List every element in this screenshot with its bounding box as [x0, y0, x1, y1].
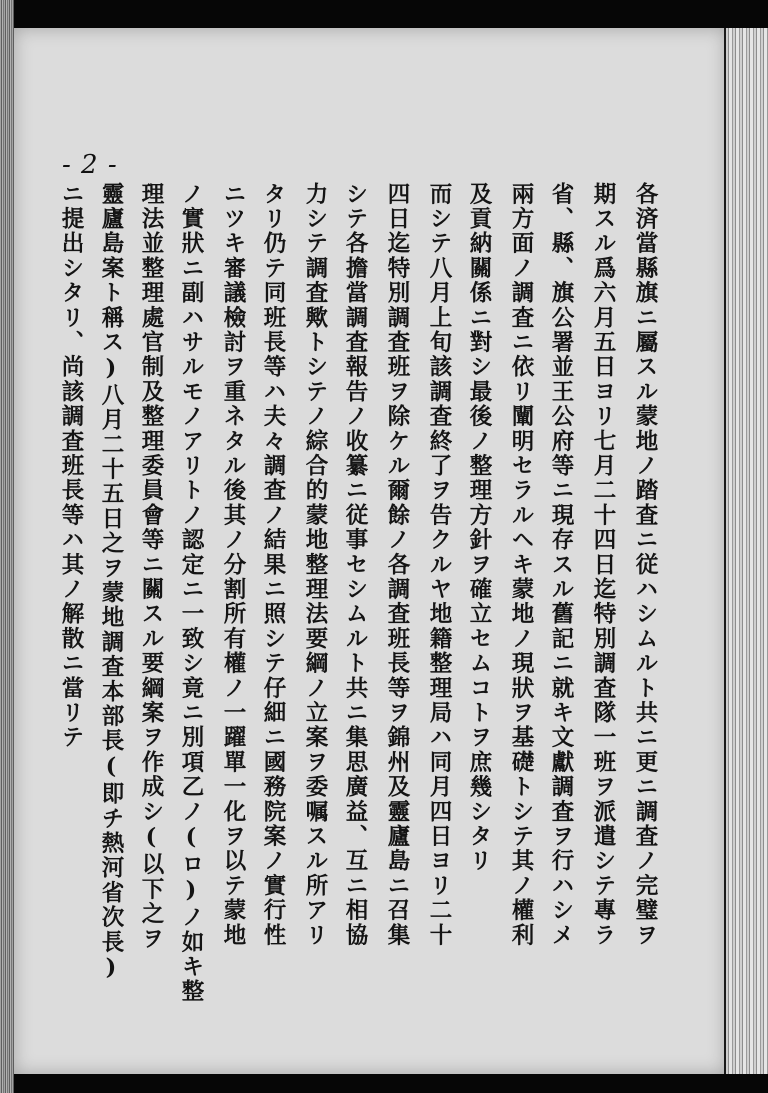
text-column: シテ各擔當調査報告ノ收纂ニ従事セシムルト共ニ集思廣益、互ニ相協: [342, 182, 368, 948]
text-column: 各済當縣旗ニ屬スル蒙地ノ踏査ニ従ハシムルト共ニ更ニ調査ノ完璧ヲ: [632, 182, 658, 948]
text-column: 力シテ調査歟トシテノ綜合的蒙地整理法要綱ノ立案ヲ委嘱スル所アリ: [302, 182, 328, 948]
text-column: 四日迄特別調査班ヲ除ケル爾餘ノ各調査班長等ヲ錦州及靈廬島ニ召集: [384, 182, 410, 948]
text-column: 理法並整理處官制及整理委員會等ニ關スル要綱案ヲ作成シ(以下之ヲ: [138, 182, 164, 952]
text-column: 靈廬島案ト稱ス)八月二十五日之ヲ蒙地調査本部長(即チ熱河省次長): [98, 182, 124, 983]
page-number: - 2 -: [62, 150, 118, 180]
book-right-edge-pages: [726, 28, 768, 1074]
text-column: ニ提出シタリ、尚該調査班長等ハ其ノ解散ニ當リテ: [58, 182, 84, 751]
text-column: 兩方面ノ調査ニ依リ闡明セラルヘキ蒙地ノ現狀ヲ基礎トシテ其ノ權利: [508, 182, 534, 948]
text-column: 期スル爲六月五日ヨリ七月二十四日迄特別調査隊一班ヲ派遣シテ專ラ: [590, 182, 616, 948]
text-column: 而シテ八月上旬該調査終了ヲ告クルヤ地籍整理局ハ同月四日ヨリ二十: [426, 182, 452, 948]
text-column: ニツキ審議檢討ヲ重ネタル後其ノ分割所有權ノ一躍單一化ヲ以テ蒙地: [220, 182, 246, 948]
book-left-edge: [0, 0, 14, 1093]
text-column: ノ實狀ニ副ハサルモノアリトノ認定ニ一致シ竟ニ別項乙ノ(ロ)ノ如キ整: [178, 182, 204, 1005]
text-column: 及貢納關係ニ對シ最後ノ整理方針ヲ確立セムコトヲ庶幾シタリ: [466, 182, 492, 874]
text-column: 省、縣、旗公署並王公府等ニ現存スル舊記ニ就キ文獻調査ヲ行ハシメ: [548, 182, 574, 948]
text-column: タリ仍テ同班長等ハ夫々調査ノ結果ニ照シテ仔細ニ國務院案ノ實行性: [260, 182, 286, 948]
